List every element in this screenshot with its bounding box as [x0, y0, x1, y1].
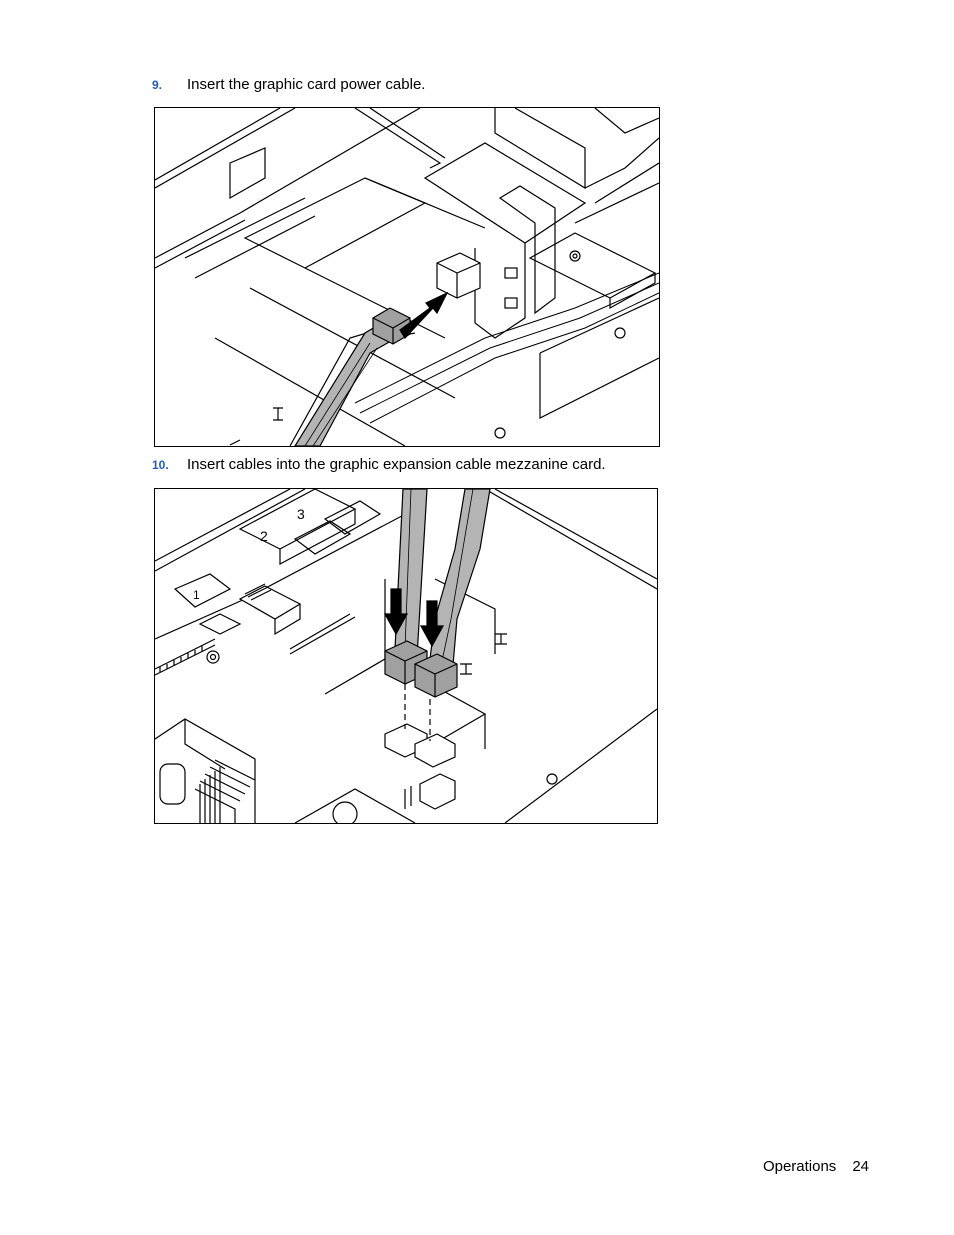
- illustration-power-cable: [155, 108, 659, 446]
- page-footer: [763, 1158, 869, 1176]
- step-number: 10.: [152, 458, 169, 472]
- slot-label-1: 1: [193, 588, 200, 602]
- figure-mezzanine-cables: [154, 488, 658, 824]
- step-10: [152, 456, 606, 474]
- step-text: Insert the graphic card power cable.: [187, 76, 426, 93]
- step-number: 9.: [152, 78, 163, 92]
- illustration-mezzanine-cables: [155, 489, 657, 823]
- slot-label-3: 3: [297, 506, 305, 522]
- slot-label-2: 2: [260, 528, 268, 544]
- step-text: Insert cables into the graphic expansion cable mezzanine card.: [187, 456, 606, 473]
- footer-section: Operations: [762, 1158, 837, 1175]
- figure-power-cable: [154, 107, 660, 447]
- step-9: [152, 76, 425, 94]
- footer-page-number: 24: [852, 1158, 869, 1175]
